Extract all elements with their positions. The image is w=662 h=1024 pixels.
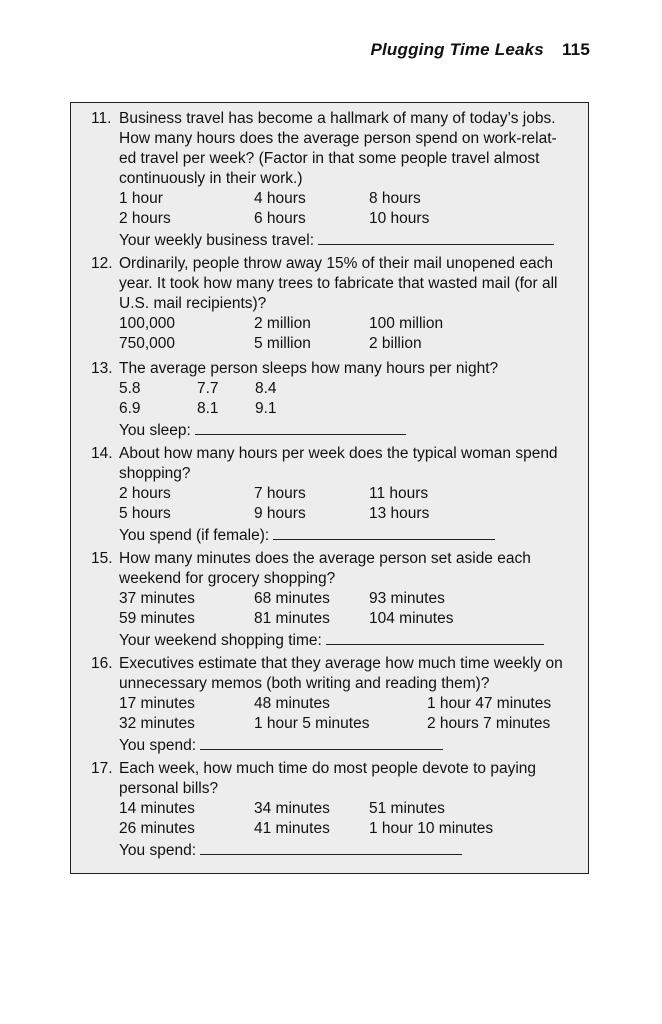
question-number: 16.: [91, 655, 113, 672]
answer-option: 7.7: [197, 380, 219, 397]
answer-line: [119, 734, 585, 754]
question-body: [119, 444, 585, 544]
answer-blank[interactable]: [326, 629, 544, 645]
question-text-line: year. It took how many trees to fabricate that wasted mail (for all: [119, 275, 558, 292]
answer-option: 5 hours: [119, 505, 171, 522]
question-body: [119, 359, 585, 439]
question-text-line: weekend for grocery shopping?: [119, 570, 336, 587]
answer-option: 2 million: [254, 315, 311, 332]
answer-option: 9.1: [255, 400, 277, 417]
options-row: [119, 504, 585, 524]
options-row: [119, 694, 585, 714]
answer-option: 51 minutes: [369, 800, 445, 817]
question-body: [119, 549, 585, 649]
running-header: [370, 40, 590, 60]
answer-line: [119, 419, 585, 439]
answer-blank[interactable]: [195, 419, 406, 435]
question-text-line: Executives estimate that they average how much time weekly on: [119, 655, 563, 672]
options-row: [119, 399, 585, 419]
answer-line: [119, 839, 585, 859]
answer-option: 14 minutes: [119, 800, 195, 817]
answer-blank[interactable]: [200, 734, 443, 750]
answer-option: 81 minutes: [254, 610, 330, 627]
answer-option: 5.8: [119, 380, 141, 397]
answer-line: [119, 524, 585, 544]
question-number: 12.: [91, 255, 113, 272]
answer-option: 1 hour 47 minutes: [427, 695, 552, 712]
options-row: [119, 484, 585, 504]
answer-option: 59 minutes: [119, 610, 195, 627]
answer-prompt: Your weekend shopping time:: [119, 632, 322, 649]
answer-option: 2 hours 7 minutes: [427, 715, 551, 732]
answer-prompt: You spend:: [119, 842, 197, 859]
question-text-line: How many minutes does the average person set aside each: [119, 550, 531, 567]
question-body: [119, 254, 585, 354]
question-text-line: personal bills?: [119, 780, 219, 797]
question-text-line: shopping?: [119, 465, 191, 482]
answer-line: [119, 629, 585, 649]
question-text-line: Each week, how much time do most people devote to paying: [119, 760, 537, 777]
answer-option: 100 million: [369, 315, 444, 332]
answer-option: 34 minutes: [254, 800, 330, 817]
question-text-line: The average person sleeps how many hours per night?: [119, 360, 499, 377]
answer-blank[interactable]: [318, 229, 554, 245]
answer-option: 1 hour: [119, 190, 163, 207]
question-text-line: Ordinarily, people throw away 15% of their mail unopened each: [119, 255, 553, 272]
quiz-box: [70, 102, 589, 874]
answer-prompt: You sleep:: [119, 422, 191, 439]
options-row: [119, 799, 585, 819]
answer-option: 6.9: [119, 400, 141, 417]
question-text-line: unnecessary memos (both writing and reading them)?: [119, 675, 490, 692]
answer-option: 13 hours: [369, 505, 430, 522]
answer-option: 2 billion: [369, 335, 422, 352]
answer-option: 1 hour 5 minutes: [254, 715, 370, 732]
question-number: 15.: [91, 550, 113, 567]
options-row: [119, 209, 585, 229]
question-text-line: U.S. mail recipients)?: [119, 295, 267, 312]
answer-option: 8 hours: [369, 190, 421, 207]
answer-option: 68 minutes: [254, 590, 330, 607]
answer-option: 104 minutes: [369, 610, 454, 627]
answer-option: 2 hours: [119, 485, 171, 502]
question-body: [119, 759, 585, 859]
options-row: [119, 609, 585, 629]
answer-prompt: You spend:: [119, 737, 197, 754]
answer-option: 5 million: [254, 335, 311, 352]
question-text-line: ed travel per week? (Factor in that some people travel almost: [119, 150, 540, 167]
answer-option: 8.4: [255, 380, 277, 397]
answer-option: 6 hours: [254, 210, 306, 227]
question-body: [119, 109, 585, 249]
question-text-line: How many hours does the average person spend on work-relat-: [119, 130, 557, 147]
answer-option: 10 hours: [369, 210, 430, 227]
question-number: 13.: [91, 360, 113, 377]
options-row: [119, 314, 585, 334]
question-text-line: continuously in their work.): [119, 170, 303, 187]
answer-option: 9 hours: [254, 505, 306, 522]
options-row: [119, 819, 585, 839]
answer-option: 7 hours: [254, 485, 306, 502]
answer-option: 48 minutes: [254, 695, 330, 712]
answer-option: 32 minutes: [119, 715, 195, 732]
answer-prompt: Your weekly business travel:: [119, 232, 314, 249]
options-row: [119, 714, 585, 734]
question-number: 14.: [91, 445, 113, 462]
answer-option: 93 minutes: [369, 590, 445, 607]
answer-prompt: You spend (if female):: [119, 527, 270, 544]
question-number: 11.: [91, 110, 112, 127]
question-number: 17.: [91, 760, 113, 777]
answer-option: 26 minutes: [119, 820, 195, 837]
answer-option: 37 minutes: [119, 590, 195, 607]
answer-option: 1 hour 10 minutes: [369, 820, 494, 837]
answer-option: 2 hours: [119, 210, 171, 227]
question-body: [119, 654, 585, 754]
answer-option: 17 minutes: [119, 695, 195, 712]
answer-option: 100,000: [119, 315, 176, 332]
answer-blank[interactable]: [273, 524, 495, 540]
answer-option: 750,000: [119, 335, 176, 352]
options-row: [119, 589, 585, 609]
answer-option: 8.1: [197, 400, 219, 417]
options-row: [119, 379, 585, 399]
answer-line: [119, 229, 585, 249]
question-text-line: Business travel has become a hallmark of many of today’s jobs.: [119, 110, 556, 127]
options-row: [119, 334, 585, 354]
running-title: Plugging Time Leaks: [370, 40, 544, 59]
answer-option: 4 hours: [254, 190, 306, 207]
answer-option: 41 minutes: [254, 820, 330, 837]
page-number: 115: [561, 40, 590, 59]
answer-blank[interactable]: [200, 839, 462, 855]
options-row: [119, 189, 585, 209]
answer-option: 11 hours: [369, 485, 429, 502]
question-text-line: About how many hours per week does the typical woman spend: [119, 445, 558, 462]
